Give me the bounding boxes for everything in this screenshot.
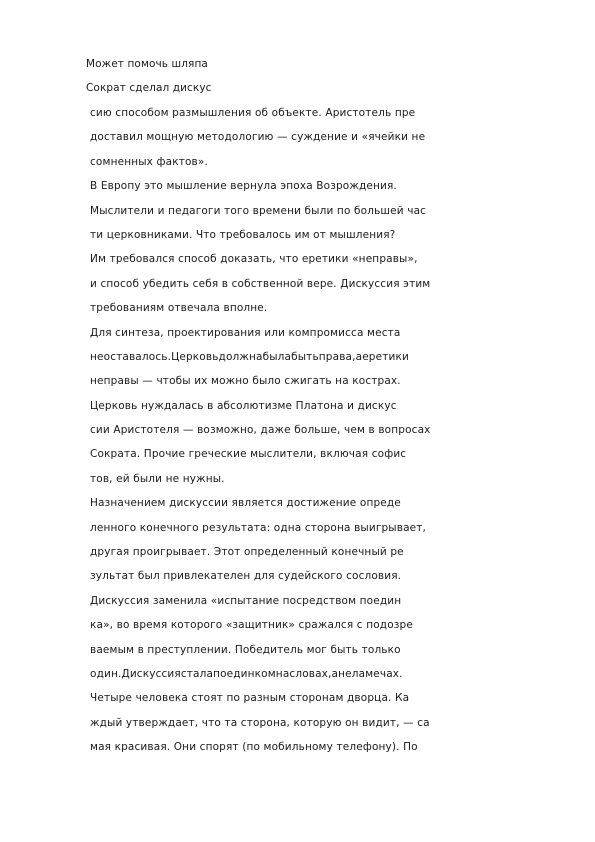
text-line: ка», во время которого «защитник» сражался с подозре [90,619,413,632]
text-line: Сократа. Прочие греческие мыслители, включая софис [90,448,407,461]
text-line: Дискуссия заменила «испытание посредством поедин [90,594,402,607]
text-line: и способ убедить себя в собственной вере. Дискуссия этим [90,277,431,290]
text-line: Церковь нуждалась в абсолютизме Платона и дискус [90,399,397,412]
text-line: сии Аристотеля — возможно, даже больше, чем в вопросах [90,424,431,437]
text-line: сомненных фактов». [90,155,208,168]
text-line: ждый утверждает, что та сторона, которую он видит, — са [90,716,430,729]
text-line: Назначением дискуссии является достижение опреде [90,497,401,510]
text-line: Четыре человека стоят по разным сторонам дворца. Ка [90,692,410,705]
text-line: Им требовался способ доказать, что еретики «неправы», [90,253,418,266]
subsection-heading: Сократ сделал дискус [86,82,212,94]
text-line: зультат был привлекателен для судейского сословия. [90,570,402,583]
text-line: тов, ей были не нужны. [90,472,225,485]
text-line: В Европу это мышление вернула эпоха Возрождения. [90,180,397,193]
text-line: Мыслители и педагоги того времени были по большей час [90,204,427,217]
text-line: один.Дискуссиясталапоединкомнасловах,анеламечах. [90,667,403,680]
text-line: ленного конечного результата: одна сторона выигрывает, [90,521,427,534]
text-line: требованиям отвечала вполне. [90,302,268,315]
text-line: Для синтеза, проектирования или компромисса места [90,326,401,339]
text-line: другая проигрывает. Этот определенный конечный ре [90,546,404,559]
text-line: сию способом размышления об объекте. Аристотель пре [90,107,416,119]
text-line: доставил мощную методологию — суждение и «ячейки не [90,131,426,144]
text-line: ваемым в преступлении. Победитель мог быть только [90,643,401,656]
text-line: неправы — чтобы их можно было сжигать на кострах. [90,375,401,388]
body-text [90,105,570,764]
section-heading: Может помочь шляпа [86,58,208,70]
text-line: неоставалось.Церковьдолжнабылабытьправа,аеретики [90,350,409,363]
text-line: мая красивая. Они спорят (по мобильному телефону). По [90,741,418,754]
text-line: ти церковниками. Что требовалось им от мышления? [90,228,396,241]
